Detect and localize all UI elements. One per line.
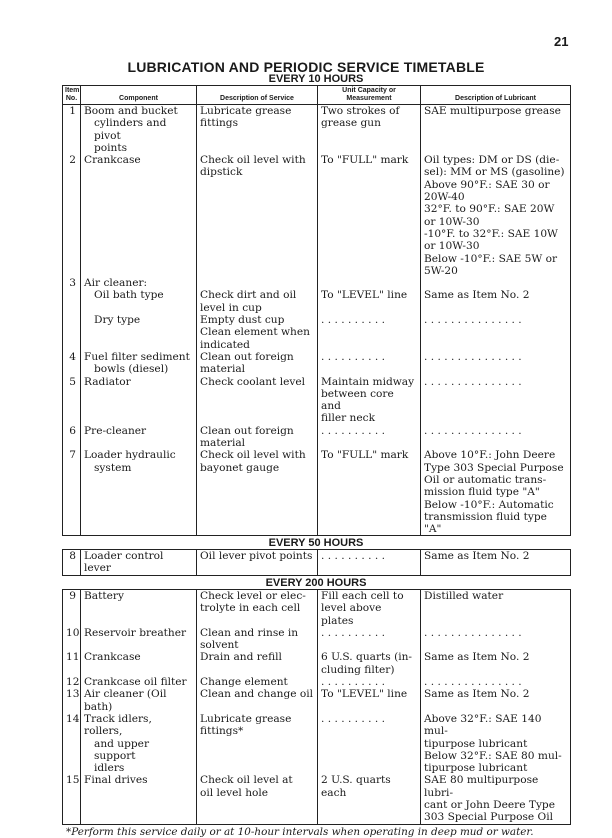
cell-capacity — [318, 713, 421, 774]
cell-component — [81, 105, 197, 155]
cell-line: Lubricate grease — [200, 712, 292, 725]
cell-line: cant or John Deere Type — [424, 799, 555, 812]
cell-item-number: 13 — [63, 688, 81, 713]
cell-line: Oil lever pivot points — [200, 550, 313, 562]
cell-lubricant — [421, 627, 571, 652]
cell-line: Oil types: DM or DS (die- — [424, 154, 560, 167]
table-row — [63, 550, 571, 576]
cell-lubricant — [421, 425, 571, 450]
cell-line: points — [94, 141, 128, 154]
cell-lubricant — [421, 550, 571, 576]
cell-component — [81, 651, 197, 676]
cell-item-number: 2 — [63, 154, 81, 277]
cell-lubricant — [421, 688, 571, 713]
cell-line: . . . . . . . . . . . . . . . — [424, 314, 522, 327]
cell-service — [197, 590, 318, 627]
cell-component — [81, 376, 197, 425]
table-row — [63, 154, 571, 277]
cell-item-number: 4 — [63, 351, 81, 376]
cell-component — [81, 590, 197, 627]
cell-line: To "LEVEL" line — [321, 688, 408, 701]
cell-line: Final drives — [84, 774, 148, 787]
cell-line: Check coolant level — [200, 375, 306, 388]
header-service: Description of Service — [197, 86, 318, 105]
cell-line: Check level or elec- — [200, 590, 306, 602]
cell-line: 2 U.S. quarts each — [321, 774, 391, 799]
cell-line: filler neck — [321, 412, 375, 425]
cell-lubricant — [421, 651, 571, 676]
cell-line: . . . . . . . . . . — [321, 550, 385, 562]
cell-line: Clean element when — [200, 326, 310, 339]
cell-line: Empty dust cup — [200, 314, 285, 327]
cell-capacity — [318, 688, 421, 713]
section-title: EVERY 200 HOURS — [265, 577, 367, 589]
cell-line: Check oil level with — [200, 154, 306, 167]
cell-line: Clean out foreign — [200, 350, 294, 363]
cell-capacity — [318, 550, 421, 576]
cell-component — [81, 351, 197, 376]
cell-service — [197, 425, 318, 450]
cell-service — [197, 154, 318, 277]
cell-line: Air cleaner: — [84, 277, 148, 290]
cell-service — [197, 550, 318, 576]
cell-capacity — [318, 425, 421, 450]
cell-line: SAE multipurpose grease — [424, 105, 561, 117]
cell-line: idlers — [94, 762, 125, 775]
cell-line: level in cup — [200, 301, 262, 314]
cell-line: "A" — [424, 523, 442, 536]
cell-item-number: 9 — [63, 590, 81, 627]
cell-line: To "FULL" mark — [321, 449, 409, 462]
cell-line: To "FULL" mark — [321, 154, 409, 167]
header-component: Component — [81, 86, 197, 105]
cell-item-number: 3 — [63, 277, 81, 314]
cell-line: Fuel filter sediment — [84, 350, 190, 363]
cell-line: Above 90°F.: SAE 30 or — [424, 178, 550, 191]
cell-line: Oil or automatic trans- — [424, 473, 547, 486]
cell-line: 32°F. to 90°F.: SAE 20W — [424, 203, 555, 216]
cell-line: Fill each cell to — [321, 590, 404, 602]
cell-component — [81, 425, 197, 450]
cell-lubricant — [421, 277, 571, 314]
cell-service — [197, 277, 318, 314]
cell-line: Oil bath type — [94, 289, 164, 302]
cell-line: and upper support — [94, 737, 150, 762]
cell-line: Distilled water — [424, 590, 504, 602]
section-title: EVERY 50 HOURS — [268, 537, 364, 549]
page-number: 21 — [554, 34, 569, 49]
cell-service — [197, 351, 318, 376]
cell-line: system — [94, 461, 132, 474]
cell-line: solvent — [200, 639, 239, 652]
cell-line: indicated — [200, 338, 250, 351]
cell-capacity — [318, 154, 421, 277]
cell-line: . . . . . . . . . . — [321, 424, 385, 437]
table-row — [63, 314, 571, 351]
cell-line: Lubricate grease — [200, 105, 292, 117]
cell-capacity — [318, 590, 421, 627]
cell-line: Check dirt and oil — [200, 289, 297, 302]
cell-line: transmission fluid type — [424, 510, 547, 523]
cell-service — [197, 651, 318, 676]
table-row — [63, 590, 571, 627]
cell-line: . . . . . . . . . . . . . . . — [424, 626, 522, 639]
cell-line: Same as Item No. 2 — [424, 289, 530, 302]
table-row — [63, 688, 571, 713]
header-capacity: Unit Capacity or Measurement — [318, 86, 421, 105]
cell-item-number: 5 — [63, 376, 81, 425]
cell-line: dipstick — [200, 166, 243, 179]
cell-line: fittings* — [200, 725, 244, 738]
cell-lubricant — [421, 351, 571, 376]
cell-capacity — [318, 651, 421, 676]
cell-line: Below -10°F.: Automatic — [424, 498, 554, 511]
cell-line: Crankcase — [84, 651, 141, 664]
cell-line: 20W-40 — [424, 191, 465, 204]
table-row — [63, 713, 571, 774]
cell-line: Same as Item No. 2 — [424, 550, 530, 562]
cell-line: SAE 80 multipurpose lubri- — [424, 774, 539, 799]
cell-line: Air cleaner (Oil bath) — [84, 688, 167, 713]
cell-line: Reservoir breather — [84, 626, 187, 639]
cell-capacity — [318, 105, 421, 155]
cell-item-number: 15 — [63, 774, 81, 824]
cell-lubricant — [421, 676, 571, 688]
cell-line: . . . . . . . . . . . . . . . — [424, 350, 522, 363]
table-row — [63, 105, 571, 155]
cell-line: Below 32°F.: SAE 80 mul- — [424, 749, 562, 762]
table-row — [63, 376, 571, 425]
cell-item-number — [63, 314, 81, 351]
cell-line: Below -10°F.: SAE 5W or — [424, 252, 558, 265]
cell-item-number: 6 — [63, 425, 81, 450]
cell-line: cylinders and pivot — [94, 117, 167, 142]
cell-item-number: 10 — [63, 627, 81, 652]
cell-item-number: 7 — [63, 449, 81, 536]
table-row — [63, 449, 571, 536]
cell-component — [81, 713, 197, 774]
section-title: EVERY 10 HOURS — [268, 73, 364, 85]
cell-line: cluding filter) — [321, 663, 395, 676]
cell-line: level above plates — [321, 602, 382, 627]
cell-line: . . . . . . . . . . — [321, 676, 385, 689]
cell-line: or 10W-30 — [424, 215, 480, 228]
cell-line: Above 32°F.: SAE 140 mul- — [424, 712, 542, 738]
cell-line: Maintain midway — [321, 375, 415, 388]
table-row — [63, 277, 571, 314]
service-table-10-hours — [62, 85, 571, 536]
cell-line: . . . . . . . . . . — [321, 314, 385, 327]
cell-lubricant — [421, 314, 571, 351]
cell-line: -10°F. to 32°F.: SAE 10W — [424, 227, 558, 240]
header-lubricant: Description of Lubricant — [421, 86, 571, 105]
cell-line: sel): MM or MS (gasoline) — [424, 166, 565, 179]
cell-line: material — [200, 437, 246, 450]
cell-capacity — [318, 774, 421, 824]
cell-lubricant — [421, 449, 571, 536]
cell-line: Boom and bucket — [84, 105, 178, 117]
table-row — [63, 351, 571, 376]
cell-line: Crankcase oil filter — [84, 676, 187, 689]
cell-lubricant — [421, 154, 571, 277]
cell-service — [197, 627, 318, 652]
cell-line: material — [200, 363, 246, 376]
cell-line: 6 U.S. quarts (in- — [321, 651, 413, 664]
table-row — [63, 774, 571, 824]
cell-line: fittings — [200, 117, 239, 130]
cell-service — [197, 676, 318, 688]
cell-line: Change element — [200, 676, 288, 689]
cell-lubricant — [421, 376, 571, 425]
footnote: *Perform this service daily or at 10-hour intervals when operating in deep mud or water. — [66, 826, 534, 838]
cell-component — [81, 277, 197, 314]
cell-line: Battery — [84, 590, 124, 602]
cell-line: Track idlers, rollers, — [84, 712, 152, 738]
cell-line: Drain and refill — [200, 651, 282, 664]
cell-line: Crankcase — [84, 154, 141, 167]
cell-lubricant — [421, 774, 571, 824]
cell-line: Clean and change oil — [200, 688, 314, 701]
cell-component — [81, 688, 197, 713]
cell-service — [197, 713, 318, 774]
cell-line: Two strokes of — [321, 105, 400, 117]
cell-line: between core and — [321, 387, 394, 413]
cell-service — [197, 449, 318, 536]
service-table-200-hours — [62, 589, 571, 825]
cell-line: 303 Special Purpose Oil — [424, 811, 553, 824]
cell-line: tipurpose lubricant — [424, 762, 528, 775]
cell-component — [81, 154, 197, 277]
cell-line: Check oil level at — [200, 774, 293, 787]
cell-capacity — [318, 277, 421, 314]
cell-component — [81, 774, 197, 824]
cell-component — [81, 676, 197, 688]
cell-capacity — [318, 376, 421, 425]
cell-line: . . . . . . . . . . . . . . . — [424, 424, 522, 437]
cell-capacity — [318, 314, 421, 351]
cell-line: Check oil level with — [200, 449, 306, 462]
cell-item-number: 11 — [63, 651, 81, 676]
table-row — [63, 651, 571, 676]
cell-line: . . . . . . . . . . — [321, 350, 385, 363]
table-row — [63, 425, 571, 450]
cell-component — [81, 550, 197, 576]
cell-line: or 10W-30 — [424, 240, 480, 253]
cell-lubricant — [421, 713, 571, 774]
cell-line: To "LEVEL" line — [321, 289, 408, 302]
cell-service — [197, 688, 318, 713]
cell-component — [81, 314, 197, 351]
cell-line: tipurpose lubricant — [424, 737, 528, 750]
cell-service — [197, 314, 318, 351]
cell-line: Clean and rinse in — [200, 626, 299, 639]
cell-line: trolyte in each cell — [200, 602, 301, 615]
cell-line — [424, 277, 567, 289]
service-table-50-hours — [62, 549, 571, 576]
cell-line: . . . . . . . . . . . . . . . — [424, 676, 522, 689]
cell-service — [197, 774, 318, 824]
cell-line: bayonet gauge — [200, 461, 280, 474]
cell-component — [81, 449, 197, 536]
table-row — [63, 627, 571, 652]
cell-line: bowls (diesel) — [94, 363, 169, 376]
cell-line: grease gun — [321, 117, 381, 130]
cell-capacity — [318, 449, 421, 536]
cell-line: Radiator — [84, 375, 131, 388]
cell-component — [81, 627, 197, 652]
cell-item-number: 12 — [63, 676, 81, 688]
cell-capacity — [318, 627, 421, 652]
cell-line: Pre-cleaner — [84, 424, 147, 437]
cell-line: . . . . . . . . . . . . . . . — [424, 375, 522, 388]
table-row — [63, 676, 571, 688]
cell-line: 5W-20 — [424, 264, 458, 277]
cell-item-number: 1 — [63, 105, 81, 155]
cell-line: Loader control lever — [84, 550, 164, 575]
cell-line: . . . . . . . . . . — [321, 712, 385, 725]
cell-line: Above 10°F.: John Deere — [424, 449, 556, 462]
cell-line: Dry type — [94, 314, 141, 327]
cell-line: mission fluid type "A" — [424, 486, 540, 499]
cell-line: Same as Item No. 2 — [424, 651, 530, 664]
cell-line: Clean out foreign — [200, 424, 294, 437]
cell-line: . . . . . . . . . . — [321, 626, 385, 639]
cell-capacity — [318, 676, 421, 688]
header-item: Item No. — [63, 86, 81, 105]
cell-line — [321, 277, 417, 289]
cell-line — [200, 277, 314, 289]
cell-item-number: 14 — [63, 713, 81, 774]
cell-lubricant — [421, 105, 571, 155]
cell-lubricant — [421, 590, 571, 627]
cell-line: Loader hydraulic — [84, 449, 176, 462]
page-title: LUBRICATION AND PERIODIC SERVICE TIMETABLE — [127, 59, 485, 75]
cell-service — [197, 105, 318, 155]
cell-capacity — [318, 351, 421, 376]
cell-line: oil level hole — [200, 786, 269, 799]
cell-line: Same as Item No. 2 — [424, 688, 530, 701]
cell-line: Type 303 Special Purpose — [424, 461, 564, 474]
cell-service — [197, 376, 318, 425]
cell-item-number: 8 — [63, 550, 81, 576]
